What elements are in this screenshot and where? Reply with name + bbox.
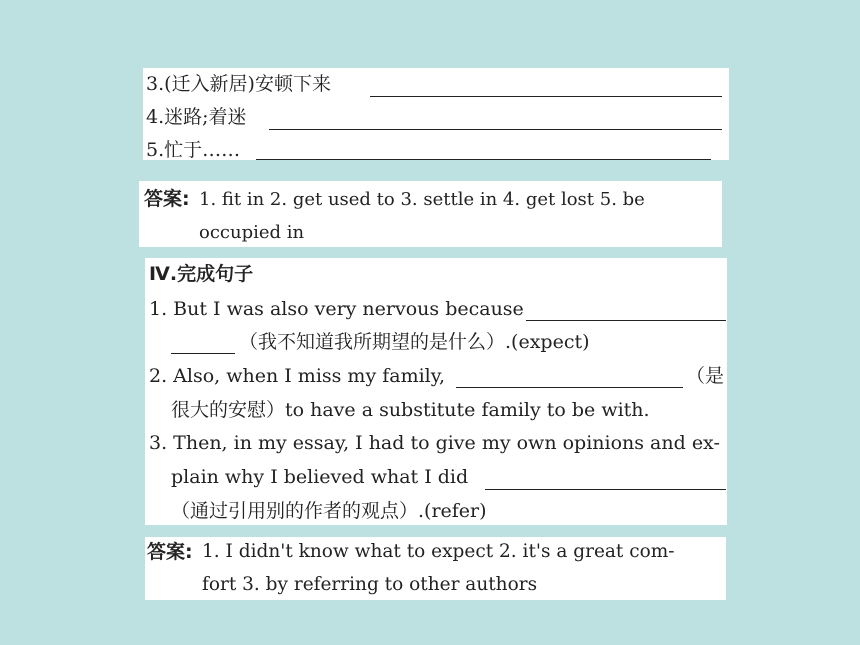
question-2-blank[interactable] bbox=[456, 387, 683, 388]
vocab-item-4: 4.迷路;着迷 bbox=[146, 106, 247, 128]
answer-line: 1. fit in 2. get used to 3. settle in 4. get lost 5. be bbox=[199, 189, 645, 210]
vocab-blank-3[interactable] bbox=[370, 96, 722, 97]
question-1-text: 1. But I was also very nervous because bbox=[149, 298, 524, 320]
question-1-blank-cont[interactable] bbox=[171, 353, 235, 354]
answer-line: 1. I didn't know what to expect 2. it's a great com- bbox=[202, 541, 675, 562]
question-2-hint: 很大的安慰）to have a substitute family to be with. bbox=[171, 399, 650, 421]
vocab-blank-5[interactable] bbox=[256, 159, 711, 160]
answer-line: fort 3. by referring to other authors bbox=[202, 574, 538, 595]
question-3-blank[interactable] bbox=[485, 489, 726, 490]
answer-line: occupied in bbox=[199, 222, 305, 243]
answer-label: 答案: bbox=[147, 541, 193, 563]
question-1-hint: （我不知道我所期望的是什么）.(expect) bbox=[239, 331, 590, 353]
question-1-blank[interactable] bbox=[526, 320, 726, 321]
question-3-text: 3. Then, in my essay, I had to give my own opinions and ex- bbox=[149, 432, 720, 454]
question-3-text-cont: plain why I believed what I did bbox=[171, 466, 469, 488]
section-heading: Ⅳ.完成句子 bbox=[149, 263, 254, 285]
sentence-completion-card bbox=[145, 258, 727, 525]
vocab-blank-4[interactable] bbox=[269, 129, 722, 130]
question-3-hint: （通过引用别的作者的观点）.(refer) bbox=[171, 500, 487, 522]
vocab-item-5: 5.忙于…… bbox=[146, 139, 241, 161]
answer-card-2 bbox=[145, 537, 726, 600]
question-2-text: 2. Also, when I miss my family, bbox=[149, 365, 446, 387]
vocab-card bbox=[143, 68, 729, 160]
vocab-item-3: 3.(迁入新居)安顿下来 bbox=[146, 73, 331, 95]
answer-card-1 bbox=[139, 181, 722, 247]
answer-label: 答案: bbox=[144, 188, 190, 210]
question-2-hint-start: （是 bbox=[686, 365, 725, 387]
